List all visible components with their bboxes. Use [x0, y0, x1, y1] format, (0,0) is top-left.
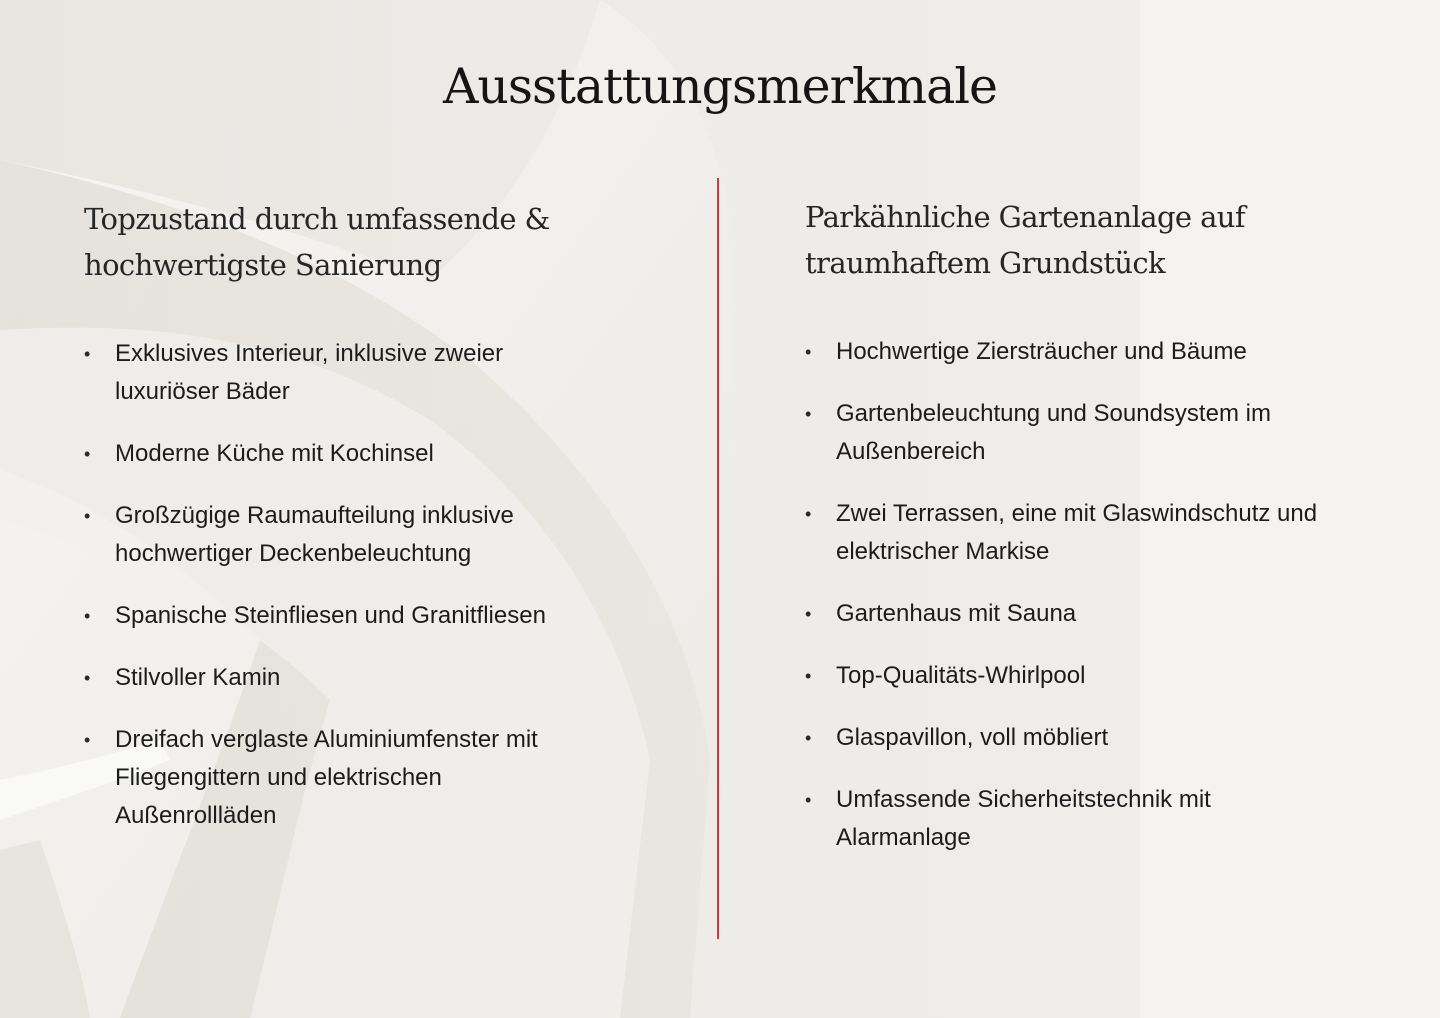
- left-column: [84, 196, 644, 859]
- list-item: [84, 721, 585, 835]
- list-item-text: Gartenhaus mit Sauna: [836, 600, 1077, 627]
- list-item-text: Dreifach verglaste Aluminiumfenster mit Fliegengittern und elektrischen Außenrollläden: [115, 726, 538, 829]
- list-item: [805, 495, 1336, 571]
- page-title: Ausstattungsmerkmale: [442, 58, 998, 115]
- list-item: [805, 395, 1336, 471]
- list-item-text: Hochwertige Ziersträucher und Bäume: [836, 338, 1247, 365]
- list-item: [805, 719, 1336, 757]
- list-item-text: Exklusives Interieur, inklusive zweier luxuriöser Bäder: [115, 340, 504, 405]
- bullet-icon: •: [805, 404, 812, 424]
- bullet-icon: •: [84, 606, 91, 626]
- left-column-heading: Topzustand durch umfassende & hochwertigste Sanierung: [84, 202, 550, 282]
- list-item: [84, 435, 585, 473]
- list-item: [84, 597, 585, 635]
- list-item-text: Stilvoller Kamin: [115, 664, 281, 691]
- bullet-icon: •: [805, 342, 812, 362]
- list-item-text: Glaspavillon, voll möbliert: [836, 724, 1109, 751]
- list-item-text: Spanische Steinfliesen und Granitfliesen: [115, 602, 546, 629]
- right-feature-list: [805, 333, 1385, 857]
- column-divider: [717, 178, 719, 939]
- list-item: [805, 333, 1336, 371]
- bullet-icon: •: [84, 444, 91, 464]
- list-item: [805, 781, 1336, 857]
- bullet-icon: •: [805, 666, 812, 686]
- bullet-icon: •: [805, 504, 812, 524]
- list-item-text: Gartenbeleuchtung und Soundsystem im Außenbereich: [836, 400, 1271, 465]
- list-item-text: Moderne Küche mit Kochinsel: [115, 440, 434, 467]
- list-item: [805, 595, 1336, 633]
- list-item: [84, 497, 585, 573]
- bullet-icon: •: [84, 344, 91, 364]
- list-item-text: Zwei Terrassen, eine mit Glaswindschutz und elektrischer Markise: [836, 500, 1318, 565]
- left-feature-list: [84, 335, 644, 835]
- list-item-text: Umfassende Sicherheitstechnik mit Alarmanlage: [836, 786, 1211, 851]
- bullet-icon: •: [84, 668, 91, 688]
- list-item: [84, 659, 585, 697]
- list-item: [805, 657, 1336, 695]
- list-item: [84, 335, 585, 411]
- bullet-icon: •: [805, 790, 812, 810]
- list-item-text: Großzügige Raumaufteilung inklusive hochwertiger Deckenbeleuchtung: [115, 502, 514, 567]
- bullet-icon: •: [84, 506, 91, 526]
- right-column-heading: Parkähnliche Gartenanlage auf traumhaftem Grundstück: [805, 200, 1246, 280]
- bullet-icon: •: [805, 728, 812, 748]
- bullet-icon: •: [805, 604, 812, 624]
- bullet-icon: •: [84, 730, 91, 750]
- right-column: [805, 194, 1385, 881]
- list-item-text: Top-Qualitäts-Whirlpool: [836, 662, 1086, 689]
